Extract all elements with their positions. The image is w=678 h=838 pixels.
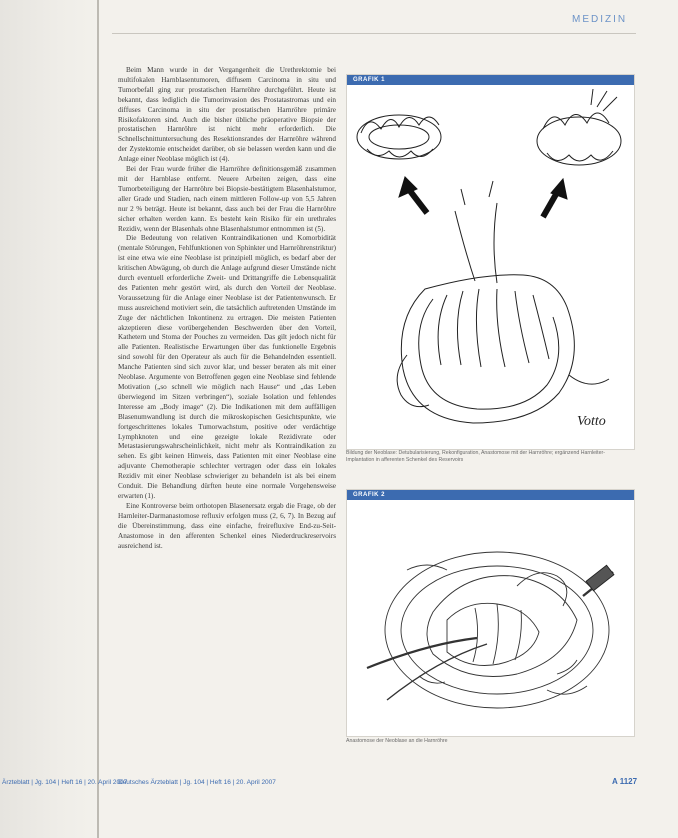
paragraph: Eine Kontroverse beim orthotopen Blasenersatz ergab die Frage, ob der Harnleiter-Darmanastomose refluxiv erfolgen muss (2, 6, 7). In Bezug auf die Übereinstimmung, dass eine einfache, freirefluxive End-zu-Seit-Anastomose in den afferenten Schenkel eines Niederdruckreservoirs ausreichend ist. <box>118 501 336 550</box>
footer-left-page: Ärzteblatt | Jg. 104 | Heft 16 | 20. April 2007 <box>2 779 128 786</box>
page-fold <box>97 0 99 838</box>
figure-2 <box>346 489 635 737</box>
neobladder-reconstruction-illustration <box>347 85 634 437</box>
figure-1-label: GRAFIK 1 <box>347 75 634 85</box>
svg-text:Votto: Votto <box>577 414 606 429</box>
figure-1 <box>346 74 635 450</box>
paragraph: Beim Mann wurde in der Vergangenheit die Urethrektomie bei multifokalen Harnblasentumoren, diffusem Carcinoma in situ und Tumorbefall ging zur prostatischen Harnröhre durchgeführt. Heute ist bekannt, dass lediglich die Tumorinvasion des Prostatastromas und ein diffuses Carcinoma in situ der prostatischen Harnröhre primäre Risikofaktoren sind. Auch die bisher übliche präoperative Biopsie der prostatischen Harnröhre ist nicht mehr erforderlich. Die Schnellschnittuntersuchung des Resektionsrandes der Harnröhre während der Zystektomie entscheidet darüber, ob sie belassen werden kann und die Anlage einer Neoblase möglich ist (4). <box>118 66 336 164</box>
figure-2-label: GRAFIK 2 <box>347 490 634 500</box>
urethral-anastomosis-illustration <box>347 500 634 734</box>
page-number: A 1127 <box>612 777 638 786</box>
article-body <box>118 66 336 746</box>
footer-journal: Deutsches Ärzteblatt | Jg. 104 | Heft 16 | 20. April 2007 <box>118 779 276 786</box>
section-title: MEDIZIN <box>572 14 628 25</box>
figure-2-caption: Anastomose der Neoblase an die Harnröhre <box>346 738 448 744</box>
paragraph: Die Bedeutung von relativen Kontraindikationen und Komorbidität (mentale Störungen, Fehlfunktionen von Sphinkter und Harnröhrenstriktur) ist eine etwa wie eine Neoblase ist prinzipiell möglich, es bedarf aber der kritischen Abwägung, ob durch die Anlage aufgrund dieser Umstände nicht durch eventuell erforderliche Zweit- und Drittangriffe die Lebensqualität des Patienten mehr gestört wird, als durch den Vorteil der Neoblase. Voraussetzung für die Anlage einer Neoblase ist der Patientenwunsch. Er muss ausreichend motiviert sein, die tatsächlich auftretenden Umstände im Zuge der nächtlichen Inkontinenz zu ertragen. Die meisten Patienten akzeptieren diese vorübergehenden Beschwerden über den Vorteil, Kathetern und Stoma der Pouches zu vermeiden. Das gilt jedoch nicht für alle Patienten. Realistische Erwartungen über das funktionelle Ergebnis sind sowohl für den Operateur als auch für die Behandelnden essentiell. Manche Patienten sind sich zuvor klar, und besser beraten als mit einer Neoblase. Argumente von Betroffenen gegen eine Neoblase sind fehlende Motivation („so schnell wie möglich nach Hause“ und „das Leben überwiegend im Sitzen verbringen“), soziale Isolation und fehlendes Interesse am „Body image“ (2). Die Indikationen mit dem auffälligen Blasenumwandlung ist durch die mikroskopischen Gesichtspunkte, wie fortgeschrittenes lokales Tumorwachstum, positive oder verdächtige Lymphknoten und eine gezeigte lokale Rezidivrate oder Metastasierungswahrscheinlichkeit, nicht mehr als Kontraindikation zu sehen. Es gibt keinen Hinweis, dass Patienten mit einer Neoblase eine adjuvante Chemotherapie schlechter vertragen oder dass ein lokales Rezidiv mit einer Neoblase schwieriger zu behandeln ist als bei einem Conduit. Die Behandlung dürften heute eine normale Vorgehensweise erwarten (1). <box>118 234 336 500</box>
left-page-margin <box>0 0 100 838</box>
paragraph: Bei der Frau wurde früher die Harnröhre definitionsgemäß zusammen mit der Harnblase entfernt. Neuere Arbeiten zeigen, dass eine Tumorbeteiligung der Harnröhre bei Biopsie-bestätigtem Blasenhalstumor, aller Grade und Stadien, nach einem mittleren Follow-up von 5,5 Jahren nur 2 % beträgt. Heute ist bekannt, dass auch bei der Frau die Harnröhre sicher erhalten werden kann. Es besteht kein Risiko für ein urethrales Rezidiv, wenn der Blasenhals ohne Blasenhalstumor entnommen ist (5). <box>118 165 336 233</box>
header-divider <box>112 33 636 34</box>
figure-1-caption: Bildung der Neoblase: Detubularisierung, Rekonfiguration, Anastomose mit der Harnröhre; ergänzend Harnleiter-Implantation in afferenten Schenkel des Reservoirs <box>346 450 605 463</box>
